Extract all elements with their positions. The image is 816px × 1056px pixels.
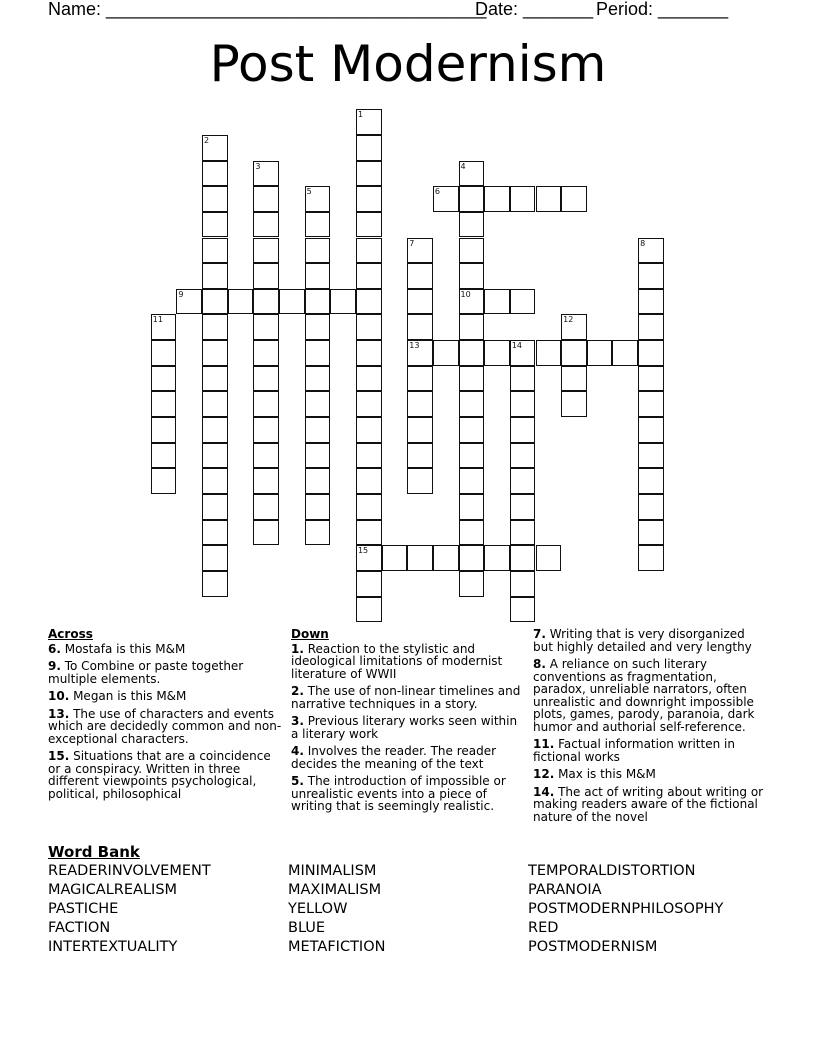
- crossword-cell[interactable]: [356, 314, 382, 340]
- clue-number: 2: [204, 135, 210, 145]
- crossword-cell[interactable]: [202, 468, 228, 494]
- word-bank-column-2: [288, 862, 385, 957]
- clue-number: 1: [357, 110, 364, 120]
- crossword-cell[interactable]: [202, 571, 228, 597]
- crossword-cell[interactable]: [305, 289, 331, 315]
- clue-item: [291, 775, 521, 813]
- clue-number: 3: [255, 161, 261, 171]
- crossword-cell[interactable]: [510, 289, 536, 315]
- clue-number-label: 13.: [48, 706, 70, 721]
- crossword-cell[interactable]: [459, 494, 485, 520]
- down-heading: Down: [291, 627, 329, 641]
- crossword-cell[interactable]: [356, 468, 382, 494]
- crossword-cell[interactable]: [433, 340, 459, 366]
- clue-number-label: 14.: [533, 784, 555, 799]
- crossword-cell[interactable]: [253, 212, 279, 238]
- crossword-cell[interactable]: [638, 443, 664, 469]
- crossword-cell[interactable]: [253, 417, 279, 443]
- crossword-cell[interactable]: [253, 314, 279, 340]
- clue-number-label: 15.: [48, 749, 70, 763]
- crossword-cell[interactable]: [459, 186, 485, 212]
- word-bank-item: TEMPORALDISTORTION: [528, 863, 696, 879]
- crossword-cell[interactable]: [407, 340, 433, 366]
- clue-number-label: 11.: [533, 737, 555, 751]
- clue-text: The use of non-linear timelines and narrative techniques in a story.: [291, 684, 521, 711]
- word-bank-item: PARANOIA: [528, 882, 602, 898]
- clue-item: [533, 658, 768, 733]
- crossword-cell[interactable]: [202, 417, 228, 443]
- crossword-cell[interactable]: [638, 289, 664, 315]
- crossword-cell[interactable]: [638, 468, 664, 494]
- crossword-cell[interactable]: [356, 212, 382, 238]
- clue-text: Max is this M&M: [554, 767, 656, 781]
- clue-item: [48, 708, 283, 746]
- clue-item: [533, 768, 768, 781]
- crossword-cell[interactable]: [305, 314, 331, 340]
- crossword-cell[interactable]: [459, 468, 485, 494]
- crossword-cell[interactable]: [459, 391, 485, 417]
- crossword-cell[interactable]: [151, 366, 177, 392]
- crossword-cell[interactable]: [407, 263, 433, 289]
- crossword-cell[interactable]: [484, 186, 510, 212]
- crossword-cell[interactable]: [356, 520, 382, 546]
- crossword-cell[interactable]: [202, 263, 228, 289]
- crossword-cell[interactable]: [202, 212, 228, 238]
- crossword-cell[interactable]: [356, 494, 382, 520]
- word-bank-item: YELLOW: [288, 901, 348, 917]
- crossword-cell[interactable]: [638, 391, 664, 417]
- crossword-cell[interactable]: [459, 212, 485, 238]
- crossword-cell[interactable]: [407, 289, 433, 315]
- word-bank-heading: Word Bank: [48, 843, 140, 861]
- crossword-cell[interactable]: [459, 289, 485, 315]
- clue-item: [291, 643, 521, 681]
- clue-number: 13: [409, 341, 420, 351]
- clue-number-label: 1.: [291, 641, 304, 656]
- clue-text: Writing that is very disorganized but highly detailed and very lengthy: [533, 627, 752, 654]
- clue-text: A reliance on such literary conventions as fragmentation, paradox, unreliable narrators, often unrealistic and downright impossible plots, games, parody, paranoia, dark humor and authorial self-reference.: [533, 657, 755, 734]
- clue-number: 15: [357, 546, 369, 556]
- crossword-cell[interactable]: [638, 340, 664, 366]
- crossword-cell[interactable]: [202, 545, 228, 571]
- crossword-cell[interactable]: [459, 161, 485, 187]
- word-bank-item: METAFICTION: [288, 939, 386, 955]
- crossword-cell[interactable]: [253, 494, 279, 520]
- crossword-cell[interactable]: [510, 443, 536, 469]
- crossword-cell[interactable]: [459, 366, 485, 392]
- clue-number: 10: [460, 289, 471, 299]
- crossword-cell[interactable]: [484, 340, 510, 366]
- crossword-cell[interactable]: [407, 468, 433, 494]
- crossword-cell[interactable]: [459, 443, 485, 469]
- crossword-cell[interactable]: [510, 520, 536, 546]
- crossword-cell[interactable]: [407, 314, 433, 340]
- clue-number: 4: [460, 161, 466, 171]
- crossword-cell[interactable]: [305, 186, 331, 212]
- clue-number-label: 12.: [533, 767, 555, 781]
- word-bank-item: PASTICHE: [48, 901, 119, 917]
- crossword-cell[interactable]: [202, 494, 228, 520]
- crossword-cell[interactable]: [176, 289, 202, 315]
- word-bank-item: MINIMALISM: [288, 863, 377, 879]
- crossword-cell[interactable]: [356, 391, 382, 417]
- crossword-cell[interactable]: [253, 366, 279, 392]
- crossword-cell[interactable]: [305, 238, 331, 264]
- crossword-cell[interactable]: [330, 289, 356, 315]
- crossword-cell[interactable]: [305, 212, 331, 238]
- crossword-cell[interactable]: [253, 238, 279, 264]
- crossword-cell[interactable]: [253, 468, 279, 494]
- clue-number: 8: [640, 238, 646, 248]
- crossword-cell[interactable]: [356, 186, 382, 212]
- word-bank-item: POSTMODERNPHILOSOPHY: [528, 901, 724, 917]
- crossword-cell[interactable]: [151, 340, 177, 366]
- clue-text: Reaction to the stylistic and ideological limitations of modernist literature of WWII: [291, 641, 503, 681]
- crossword-cell[interactable]: [587, 340, 613, 366]
- crossword-cell[interactable]: [510, 186, 536, 212]
- crossword-cell[interactable]: [202, 238, 228, 264]
- crossword-cell[interactable]: [356, 443, 382, 469]
- crossword-cell[interactable]: [459, 571, 485, 597]
- crossword-cell[interactable]: [305, 494, 331, 520]
- clue-item: [533, 786, 768, 824]
- crossword-cell[interactable]: [356, 135, 382, 161]
- crossword-cell[interactable]: [510, 417, 536, 443]
- crossword-cell[interactable]: [561, 366, 587, 392]
- clue-number: 14: [511, 341, 523, 351]
- crossword-cell[interactable]: [305, 443, 331, 469]
- crossword-cell[interactable]: [484, 289, 510, 315]
- crossword-cell[interactable]: [459, 417, 485, 443]
- name-field[interactable]: Name: ______________________________________: [48, 0, 487, 19]
- crossword-cell[interactable]: [305, 520, 331, 546]
- crossword-cell[interactable]: [459, 238, 485, 264]
- crossword-cell[interactable]: [612, 340, 638, 366]
- crossword-cell[interactable]: [407, 366, 433, 392]
- clue-item: [291, 745, 521, 770]
- crossword-cell[interactable]: [151, 417, 177, 443]
- word-bank-item: FACTION: [48, 920, 111, 936]
- crossword-cell[interactable]: [279, 289, 305, 315]
- crossword-cell[interactable]: [510, 391, 536, 417]
- crossword-cell[interactable]: [202, 443, 228, 469]
- crossword-cell[interactable]: [151, 391, 177, 417]
- word-bank-item: INTERTEXTUALITY: [48, 939, 178, 955]
- crossword-cell[interactable]: [638, 366, 664, 392]
- clue-text: The introduction of impossible or unrealistic events into a piece of writing that is seemingly realistic.: [291, 774, 506, 813]
- clue-number-label: 5.: [291, 774, 304, 788]
- date-field[interactable]: Date: _______: [475, 0, 594, 19]
- crossword-cell[interactable]: [638, 494, 664, 520]
- crossword-cell[interactable]: [356, 263, 382, 289]
- word-bank-item: READERINVOLVEMENT: [48, 863, 211, 879]
- crossword-cell[interactable]: [638, 238, 664, 264]
- crossword-cell[interactable]: [202, 314, 228, 340]
- clue-number: 7: [409, 238, 415, 248]
- clue-number-label: 9.: [48, 659, 61, 673]
- clue-text: The use of characters and events which are decidedly common and non-exceptional characters.: [48, 706, 282, 746]
- crossword-cell[interactable]: [459, 520, 485, 546]
- crossword-cell[interactable]: [536, 186, 562, 212]
- clue-number-label: 10.: [48, 689, 70, 703]
- clue-item: [48, 643, 283, 656]
- crossword-cell[interactable]: [202, 391, 228, 417]
- clue-number-label: 4.: [291, 744, 304, 758]
- crossword-cell[interactable]: [356, 545, 382, 571]
- crossword-cell[interactable]: [305, 417, 331, 443]
- crossword-cell[interactable]: [202, 135, 228, 161]
- crossword-cell[interactable]: [536, 545, 562, 571]
- crossword-cell[interactable]: [253, 520, 279, 546]
- crossword-cell[interactable]: [459, 263, 485, 289]
- crossword-cell[interactable]: [305, 340, 331, 366]
- clue-item: [533, 738, 768, 763]
- word-bank-item: MAGICALREALISM: [48, 882, 178, 898]
- crossword-cell[interactable]: [253, 391, 279, 417]
- word-bank-item: POSTMODERNISM: [528, 939, 658, 955]
- crossword-cell[interactable]: [484, 545, 510, 571]
- across-clues: [48, 628, 283, 805]
- crossword-cell[interactable]: [561, 391, 587, 417]
- crossword-cell[interactable]: [407, 391, 433, 417]
- crossword-cell[interactable]: [510, 545, 536, 571]
- clue-text: The act of writing about writing or making readers aware of the fictional nature of the novel: [533, 784, 764, 824]
- word-bank-item: RED: [528, 920, 559, 936]
- clue-item: [291, 685, 521, 710]
- crossword-cell[interactable]: [151, 468, 177, 494]
- clue-item: [48, 750, 283, 800]
- crossword-cell[interactable]: [433, 186, 459, 212]
- crossword-cell[interactable]: [151, 443, 177, 469]
- word-bank-column-1: [48, 862, 211, 957]
- crossword-cell[interactable]: [305, 468, 331, 494]
- crossword-cell[interactable]: [561, 186, 587, 212]
- crossword-cell[interactable]: [305, 366, 331, 392]
- crossword-cell[interactable]: [202, 186, 228, 212]
- clue-text: Situations that are a coincidence or a conspiracy. Written in three different viewpoints psychological, political, philosophical: [48, 749, 271, 801]
- clue-number: 9: [178, 289, 184, 299]
- crossword-cell[interactable]: [202, 161, 228, 187]
- crossword-cell[interactable]: [253, 443, 279, 469]
- crossword-cell[interactable]: [561, 314, 587, 340]
- crossword-cell[interactable]: [382, 545, 408, 571]
- crossword-cell[interactable]: [202, 289, 228, 315]
- clue-number-label: 6.: [48, 641, 61, 656]
- crossword-cell[interactable]: [151, 314, 177, 340]
- crossword-cell[interactable]: [356, 238, 382, 264]
- clue-text: To Combine or paste together multiple elements.: [48, 659, 244, 686]
- crossword-cell[interactable]: [510, 366, 536, 392]
- crossword-cell[interactable]: [536, 340, 562, 366]
- crossword-cell[interactable]: [561, 340, 587, 366]
- clue-text: Megan is this M&M: [69, 689, 187, 703]
- crossword-cell[interactable]: [407, 417, 433, 443]
- crossword-cell[interactable]: [253, 186, 279, 212]
- crossword-cell[interactable]: [356, 289, 382, 315]
- clue-number: 11: [152, 315, 163, 325]
- clue-text: Involves the reader. The reader decides the meaning of the text: [291, 744, 497, 771]
- clue-number: 5: [306, 187, 312, 197]
- crossword-cell[interactable]: [356, 109, 382, 135]
- clue-text: Previous literary works seen within a literary work: [291, 714, 518, 741]
- crossword-cell[interactable]: [228, 289, 254, 315]
- crossword-cell[interactable]: [356, 571, 382, 597]
- crossword-cell[interactable]: [510, 597, 536, 623]
- crossword-cell[interactable]: [202, 366, 228, 392]
- clue-text: Mostafa is this M&M: [60, 641, 186, 656]
- crossword-cell[interactable]: [305, 263, 331, 289]
- clue-text: Factual information written in fictional works: [533, 737, 735, 764]
- crossword-cell[interactable]: [459, 314, 485, 340]
- crossword-cell[interactable]: [356, 366, 382, 392]
- crossword-cell[interactable]: [638, 314, 664, 340]
- clue-item: [48, 690, 283, 703]
- crossword-cell[interactable]: [253, 289, 279, 315]
- crossword-cell[interactable]: [510, 571, 536, 597]
- crossword-cell[interactable]: [356, 417, 382, 443]
- clue-number: 6: [434, 187, 440, 197]
- crossword-cell[interactable]: [510, 340, 536, 366]
- crossword-cell[interactable]: [638, 417, 664, 443]
- crossword-cell[interactable]: [253, 161, 279, 187]
- down-clues: [291, 628, 521, 818]
- crossword-cell[interactable]: [638, 520, 664, 546]
- crossword-cell[interactable]: [510, 468, 536, 494]
- clue-item: [533, 628, 768, 653]
- page-title: Post Modernism: [209, 35, 607, 93]
- clue-number: 12: [563, 315, 574, 325]
- crossword-cell[interactable]: [433, 545, 459, 571]
- crossword-cell[interactable]: [407, 238, 433, 264]
- word-bank-item: MAXIMALISM: [288, 882, 382, 898]
- crossword-cell[interactable]: [202, 340, 228, 366]
- clue-number-label: 8.: [533, 657, 546, 671]
- clue-number-label: 7.: [533, 627, 546, 641]
- crossword-cell[interactable]: [638, 263, 664, 289]
- clue-item: [291, 715, 521, 740]
- crossword-cell[interactable]: [459, 340, 485, 366]
- word-bank-item: BLUE: [288, 920, 326, 936]
- crossword-cell[interactable]: [407, 443, 433, 469]
- crossword-cell[interactable]: [356, 340, 382, 366]
- crossword-cell[interactable]: [459, 545, 485, 571]
- crossword-cell[interactable]: [305, 391, 331, 417]
- word-bank-column-3: [528, 862, 723, 957]
- crossword-cell[interactable]: [253, 263, 279, 289]
- period-field[interactable]: Period: _______: [596, 0, 729, 19]
- clue-number-label: 2.: [291, 684, 304, 698]
- crossword-cell[interactable]: [356, 161, 382, 187]
- crossword-cell[interactable]: [202, 520, 228, 546]
- crossword-cell[interactable]: [510, 494, 536, 520]
- crossword-cell[interactable]: [253, 340, 279, 366]
- crossword-cell[interactable]: [407, 545, 433, 571]
- clue-number-label: 3.: [291, 714, 304, 728]
- clue-item: [48, 660, 283, 685]
- across-heading: Across: [48, 627, 93, 641]
- down-clues-continued: [533, 628, 768, 828]
- crossword-cell[interactable]: [638, 545, 664, 571]
- crossword-cell[interactable]: [356, 597, 382, 623]
